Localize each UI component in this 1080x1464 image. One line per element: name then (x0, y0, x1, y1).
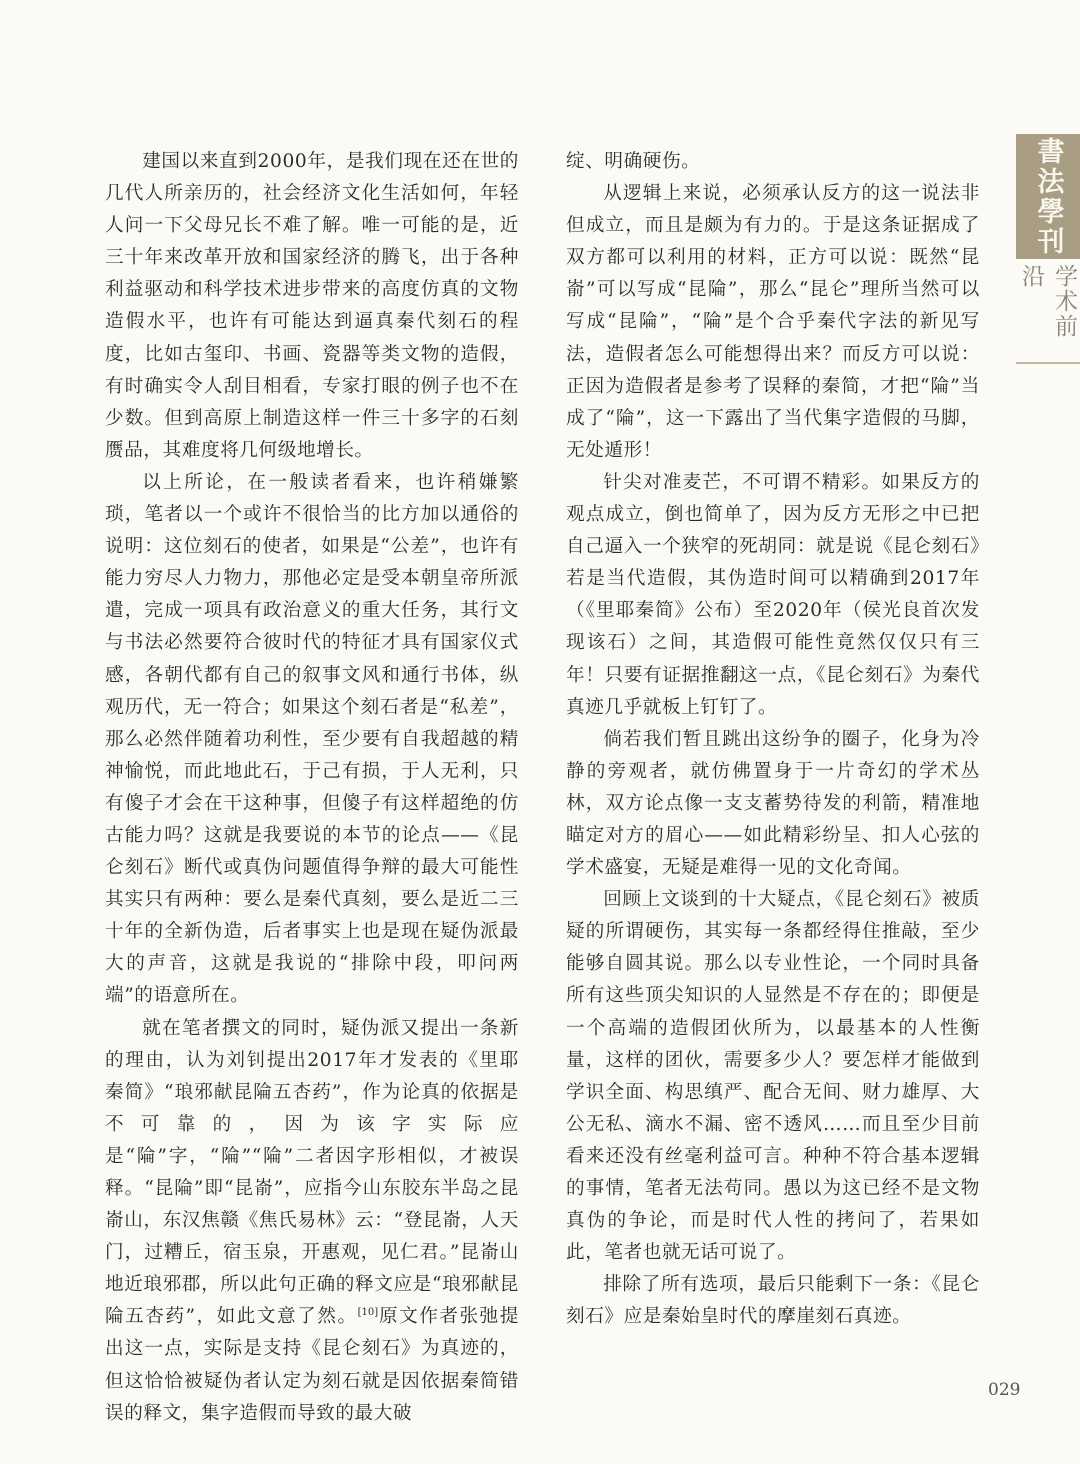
right-text-column (566, 146, 980, 1333)
paragraph: 以上所论，在一般读者看来，也许稍嫌繁琐，笔者以一个或许不很恰当的比方加以通俗的说明：这位刻石的使者，如果是“公差”，也许有能力穷尽人力物力，那他必定是受本朝皇帝所派遣，完成一项具有政治意义的重大任务，其行文与书法必然要符合彼时代的特征才具有国家仪式感，各朝代都有自己的叙事文风和通行书体，纵观历代，无一符合；如果这个刻石者是“私差”，那么必然伴随着功利性，至少要有自我超越的精神愉悦，而此地此石，于己有损，于人无利，只有傻子才会在干这种事，但傻子有这样超绝的仿古能力吗？这就是我要说的本节的论点——《昆仑刻石》断代或真伪问题值得争辩的最大可能性其实只有两种：要么是秦代真刻，要么是近二三十年的全新伪造，后者事实上也是现在疑伪派最大的声音，这就是我说的“排除中段，叩问两端”的语意所在。 (105, 471, 519, 1007)
journal-title-tab (1016, 134, 1080, 259)
paragraph (105, 1013, 519, 1430)
paragraph: 回顾上文谈到的十大疑点，《昆仑刻石》被质疑的所谓硬伤，其实每一条都经得住推敲，至少能够自圆其说。那么以专业性论，一个同时具备所有这些顶尖知识的人显然是不存在的；即便是一个高端的造假团伙所为，以最基本的人性衡量，这样的团伙，需要多少人？要怎样才能做到学识全面、构思缜严、配合无间、财力雄厚、大公无私、滴水不漏、密不透风……而且至少目前看来还没有丝毫利益可言。种种不符合基本逻辑的事情，笔者无法苟同。愚以为这已经不是文物真伪的争论，而是时代人性的拷问了，若果如此，笔者也就无话可说了。 (566, 889, 980, 1264)
paragraph: 倘若我们暂且跳出这纷争的圈子，化身为冷静的旁观者，就仿佛置身于一片奇幻的学术丛林，双方论点像一支支蓄势待发的利箭，精准地瞄定对方的眉心——如此精彩纷呈、扣人心弦的学术盛宴，无疑是难得一见的文化奇闻。 (566, 728, 980, 879)
page-number: 029 (988, 1380, 1021, 1400)
paragraph: 排除了所有选项，最后只能剩下一条：《昆仑刻石》应是秦始皇时代的摩崖刻石真迹。 (566, 1274, 980, 1328)
journal-title: 書法學刊 (1032, 136, 1064, 257)
section-title: 学术前沿 (1018, 264, 1077, 339)
paragraph: 从逻辑上来说，必须承认反方的这一说法非但成立，而且是颇为有力的。于是这条证据成了双方都可以利用的材料，正方可以说：既然“昆嵛”可以写成“昆陯”，那么“昆仑”理所当然可以写成“昆陯”，“陯”是个合乎秦代字法的新见写法，造假者怎么可能想得出来？而反方可以说：正因为造假者是参考了误释的秦简，才把“陯”当成了“陯”，这一下露出了当代集字造假的马脚，无处遁形！ (566, 183, 980, 461)
section-divider (1016, 362, 1080, 364)
left-text-column (105, 146, 519, 1430)
footnote-reference[interactable]: [10] (357, 1307, 379, 1319)
paragraph: 建国以来直到2000年，是我们现在还在世的几代人所亲历的，社会经济文化生活如何，年轻人问一下父母兄长不难了解。唯一可能的是，近三十年来改革开放和国家经济的腾飞，出于各种利益驱动和科学技术进步带来的高度仿真的文物造假水平，也许有可能达到逼真秦代刻石的程度，比如古玺印、书画、瓷器等类文物的造假，有时确实令人刮目相看，专家打眼的例子也不在少数。但到高原上制造这样一件三十多字的石刻赝品，其难度将几何级地增长。 (105, 151, 519, 461)
section-label-block (1016, 264, 1080, 360)
paragraph-text: 就在笔者撰文的同时，疑伪派又提出一条新的理由，认为刘钊提出2017年才发表的《里耶秦简》“琅邪献昆陯五杏药”，作为论真的依据是不可靠的，因为该字实际应是“陯”字，“陯”“陯”二者因字形相似，才被误释。“昆陯”即“昆嵛”，应指今山东胶东半岛之昆嵛山，东汉焦赣《焦氏易林》云：“登昆嵛，人天门，过糟丘，宿玉泉，开惠观，见仁君。”昆嵛山地近琅邪郡，所以此句正确的释文应是“琅邪献昆陯五杏药”，如此文意了然。 (105, 1017, 519, 1328)
paragraph-text: 原文作者张弛提出这一点，实际是支持《昆仑刻石》为真迹的，但这恰恰被疑伪者认定为刻石就是因依据秦简错误的释文，集字造假而导致的最大破 (105, 1306, 520, 1424)
paragraph: 针尖对准麦芒，不可谓不精彩。如果反方的观点成立，倒也简单了，因为反方无形之中已把自己逼入一个狭窄的死胡同：就是说《昆仑刻石》若是当代造假，其伪造时间可以精确到2017年（《里耶秦简》公布）至2020年（侯光良首次发现该石）之间，其造假可能性竟然仅仅只有三年！只要有证据推翻这一点，《昆仑刻石》为秦代真迹几乎就板上钉钉了。 (566, 471, 980, 718)
paragraph-continuation: 绽、明确硬伤。 (566, 151, 701, 172)
